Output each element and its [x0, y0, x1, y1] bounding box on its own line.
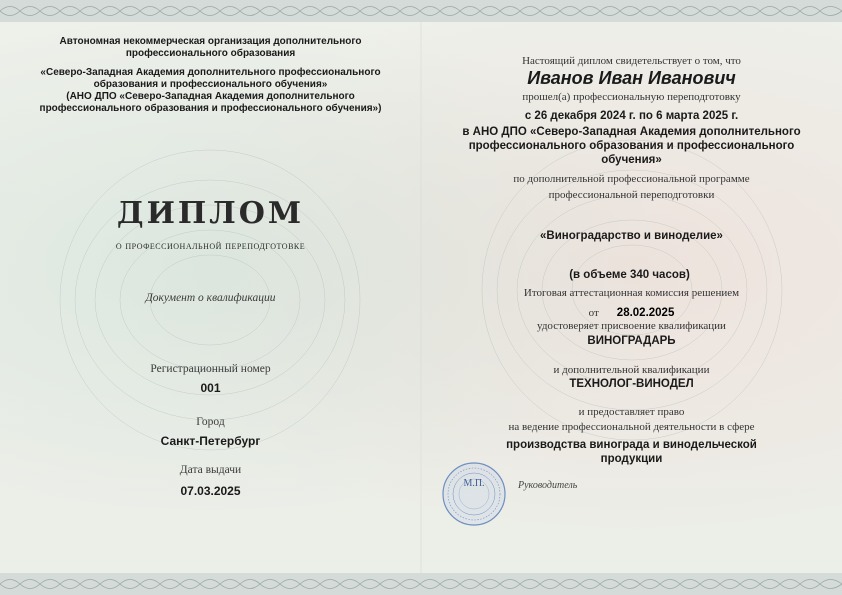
program-line-2: профессиональной переподготовки: [548, 189, 715, 201]
diploma-title: ДИПЛОМ: [116, 196, 305, 231]
org-line-1: Автономная некоммерческая организация дополнительного: [59, 36, 362, 47]
stamp-label: М.П.: [463, 478, 485, 489]
program-line-1: по дополнительной профессиональной программе: [513, 173, 750, 185]
academy-line-3: обучения»: [601, 154, 662, 166]
decision-date-value: 28.02.2025: [616, 307, 675, 319]
recipient-name: Иванов Иван Иванович: [527, 68, 736, 88]
decision-date-label: от: [588, 307, 599, 319]
passed-text: прошел(а) профессиональную переподготовку: [522, 91, 741, 103]
academy-line-2: профессионального образования и профессионального: [468, 140, 795, 152]
org-line-3: «Северо-Западная Академия дополнительного профессионального: [40, 67, 381, 78]
registration-label: Регистрационный номер: [150, 363, 271, 375]
city-label: Город: [196, 416, 225, 428]
additional-qualification-label: и дополнительной квалификации: [553, 364, 710, 376]
field-line-2: продукции: [600, 453, 663, 465]
diploma-subtitle: о профессиональной переподготовке: [115, 240, 306, 252]
commission-text: Итоговая аттестационная комиссия решением: [523, 287, 740, 299]
certifies-text: удостоверяет присвоение квалификации: [537, 320, 726, 332]
program-name: «Виноградарство и виноделие»: [540, 230, 723, 242]
official-stamp-icon: [440, 460, 508, 528]
issue-date-label: Дата выдачи: [179, 464, 242, 476]
decision-date-row: [421, 303, 842, 321]
additional-qualification-value: ТЕХНОЛОГ-ВИНОДЕЛ: [569, 378, 694, 390]
grants-line-2: на ведение профессиональной деятельности в сфере: [508, 421, 755, 433]
org-line-4: образования и профессионального обучения»: [93, 79, 328, 90]
city-value: Санкт-Петербург: [160, 434, 261, 448]
qualification-value: ВИНОГРАДАРЬ: [587, 335, 676, 347]
field-line-1: производства винограда и винодельческой: [506, 439, 757, 451]
intro-text: Настоящий диплом свидетельствует о том, что: [522, 55, 741, 67]
org-line-6: профессионального образования и профессионального обучения»): [39, 103, 382, 114]
org-line-5: (АНО ДПО «Северо-Западная Академия дополнительного: [66, 91, 355, 102]
org-line-2: профессионального образования: [125, 48, 296, 59]
document-type: Документ о квалификации: [145, 292, 276, 304]
academy-line-1: в АНО ДПО «Северо-Западная Академия дополнительного: [462, 126, 801, 138]
issue-date-value: 07.03.2025: [180, 484, 241, 498]
grants-line-1: и предоставляет право: [578, 406, 685, 418]
signature-label: Руководитель: [518, 480, 578, 491]
hours-volume: (в объеме 340 часов): [569, 269, 690, 281]
training-period: с 26 декабря 2024 г. по 6 марта 2025 г.: [524, 110, 739, 122]
registration-number: 001: [200, 381, 221, 395]
